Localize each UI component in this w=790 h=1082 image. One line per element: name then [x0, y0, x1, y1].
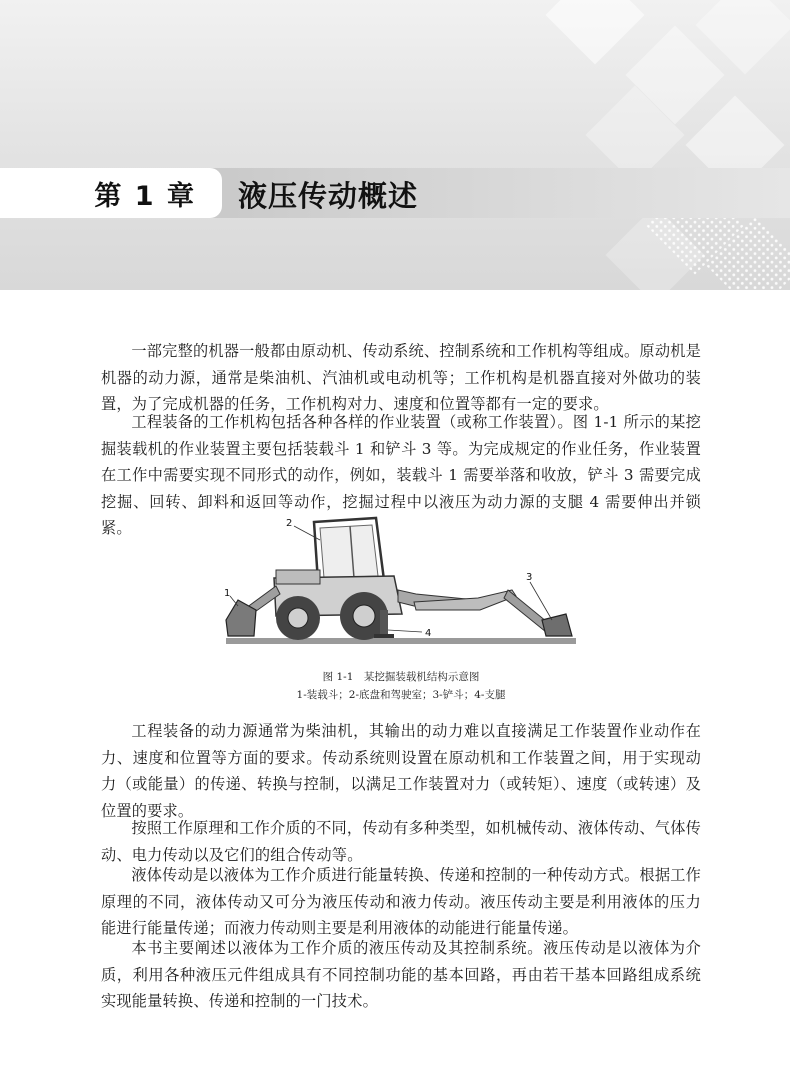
outrigger-foot [374, 634, 394, 638]
chapter-title: 液压传动概述 [238, 179, 419, 213]
paragraph-6: 本书主要阐述以液体为工作介质的液压传动及其控制系统。液压传动是以液体为介质，利用各种液压元件组成具有不同控制功能的基本回路，再由若干基本回路组成系统实现能量转换、传递和控制的一门技术。 [101, 939, 701, 1010]
callout-2: 2 [286, 518, 293, 529]
paragraph-2: 工程装备的工作机构包括各种各样的作业装置（或称工作装置）。图 1-1 所示的某挖掘装载机的作业装置主要包括装载斗 1 和铲斗 3 等。为完成规定的作业任务，作业装置在工作中需要实现不同形式的动作，例如，装载斗 1 需要举落和收放，铲斗 3 需要完成挖掘、回转、卸料和返回等动作，挖掘过程中以液压为动力源的支腿 4 需要伸出并锁紧。 [101, 413, 701, 537]
callout-4: 4 [425, 628, 432, 639]
callout-line-4 [388, 630, 422, 632]
paragraph-3: 工程装备的动力源通常为柴油机，其输出的动力难以直接满足工作装置作业动作在力、速度和位置等方面的要求。传动系统则设置在原动机和工作装置之间，用于实现动力（或能量）的传递、转换与控制，以满足工作装置对力（或转矩）、速度（或转速）及位置的要求。 [101, 722, 701, 820]
figure-caption: 图 1-1 某挖掘装载机结构示意图 [322, 671, 480, 683]
chapter-banner [0, 0, 790, 290]
callout-3: 3 [526, 572, 533, 583]
ground [226, 638, 576, 644]
paragraph-5: 液体传动是以液体为工作介质进行能量转换、传递和控制的一种传动方式。根据工作原理的不同，液体传动又可分为液压传动和液力传动。液压传动主要是利用液体的压力能进行能量传递；而液力传动则主要是利用液体的动能进行能量传递。 [101, 866, 701, 937]
engine-hood [276, 570, 320, 584]
callout-line-2 [294, 526, 320, 540]
backhoe-loader-figure [216, 510, 586, 660]
rear-wheel-hub [353, 605, 375, 627]
callout-1: 1 [224, 588, 231, 599]
figure-legend: 1-装载斗；2-底盘和驾驶室；3-铲斗；4-支腿 [296, 689, 506, 701]
paragraph-4: 按照工作原理和工作介质的不同，传动有多种类型，如机械传动、液体传动、气体传动、电力传动以及它们的组合传动等。 [101, 819, 701, 864]
cab-window [320, 525, 378, 578]
front-wheel-hub [288, 608, 308, 628]
backhoe-bucket [542, 614, 572, 636]
decor-diamond [546, 0, 645, 64]
paragraph-1: 一部完整的机器一般都由原动机、传动系统、控制系统和工作机构等组成。原动机是机器的动力源，通常是柴油机、汽油机或电动机等；工作机构是机器直接对外做功的装置，为了完成机器的任务，工作机构对力、速度和位置等都有一定的要求。 [101, 342, 701, 413]
outrigger-leg [380, 610, 388, 636]
chapter-number: 第 1 章 [94, 180, 196, 212]
chapter-number-tab [0, 168, 222, 218]
